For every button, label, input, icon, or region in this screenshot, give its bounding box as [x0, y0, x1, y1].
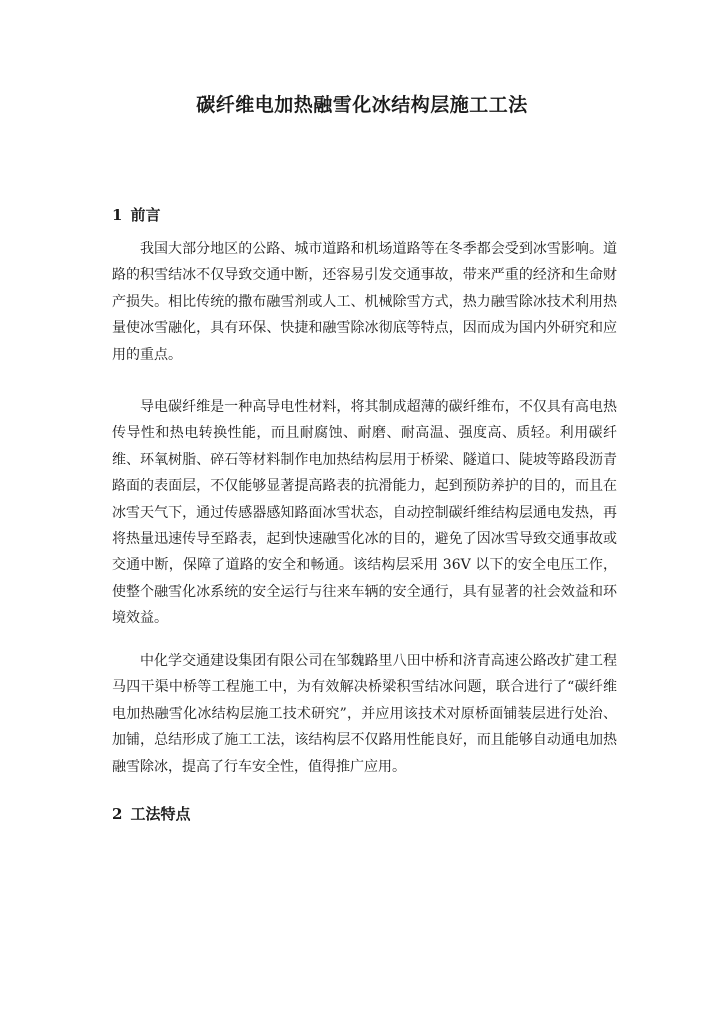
section-title: 前言 — [130, 206, 161, 224]
section-number: 2 — [112, 805, 123, 823]
paragraph-3: 中化学交通建设集团有限公司在邹魏路里八田中桥和济青高速公路改扩建工程马四干渠中桥等工程施工中，为有效解决桥梁积雪结冰问题，联合进行了“碳纤维电加热融雪化冰结构层施工技术研究”，并应用该技术对原桥面铺装层进行处治、加铺，总结形成了施工工法，该结构层不仅路用性能良好，而且能够自动通电加热融雪除冰，提高了行车安全性，值得推广应用。 — [112, 653, 617, 775]
paragraph-2: 导电碳纤维是一种高导电性材料，将其制成超薄的碳纤维布，不仅具有高电热传导性和热电转换性能，而且耐腐蚀、耐磨、耐高温、强度高、质轻。利用碳纤维、环氧树脂、碎石等材料制作电加热结构层用于桥梁、隧道口、陡坡等路段沥青路面的表面层，不仅能够显著提高路表的抗滑能力，起到预防养护的目的，而且在冰雪天气下，通过传感器感知路面冰雪状态，自动控制碳纤维结构层通电发热，再将热量迅速传导至路表，起到快速融雪化冰的目的，避免了因冰雪导致交通事故或交通中断，保障了道路的安全和畅通。该结构层采用 36V 以下的安全电压工作，使整个融雪化冰系统的安全运行与往来车辆的安全通行，具有显著的社会效益和环境效益。 — [112, 399, 617, 627]
paragraph-1: 我国大部分地区的公路、城市道路和机场道路等在冬季都会受到冰雪影响。道路的积雪结冰不仅导致交通中断，还容易引发交通事故，带来严重的经济和生命财产损失。相比传统的撒布融雪剂或人工、机械除雪方式，热力融雪除冰技术利用热量使冰雪融化，具有环保、快捷和融雪除冰彻底等特点，因而成为国内外研究和应用的重点。 — [112, 241, 617, 363]
section-heading-features — [112, 803, 190, 824]
section-number: 1 — [112, 206, 123, 224]
document-title: 碳纤维电加热融雪化冰结构层施工工法 — [196, 94, 528, 116]
section-title: 工法特点 — [130, 805, 191, 823]
section-heading-foreword — [112, 204, 160, 225]
